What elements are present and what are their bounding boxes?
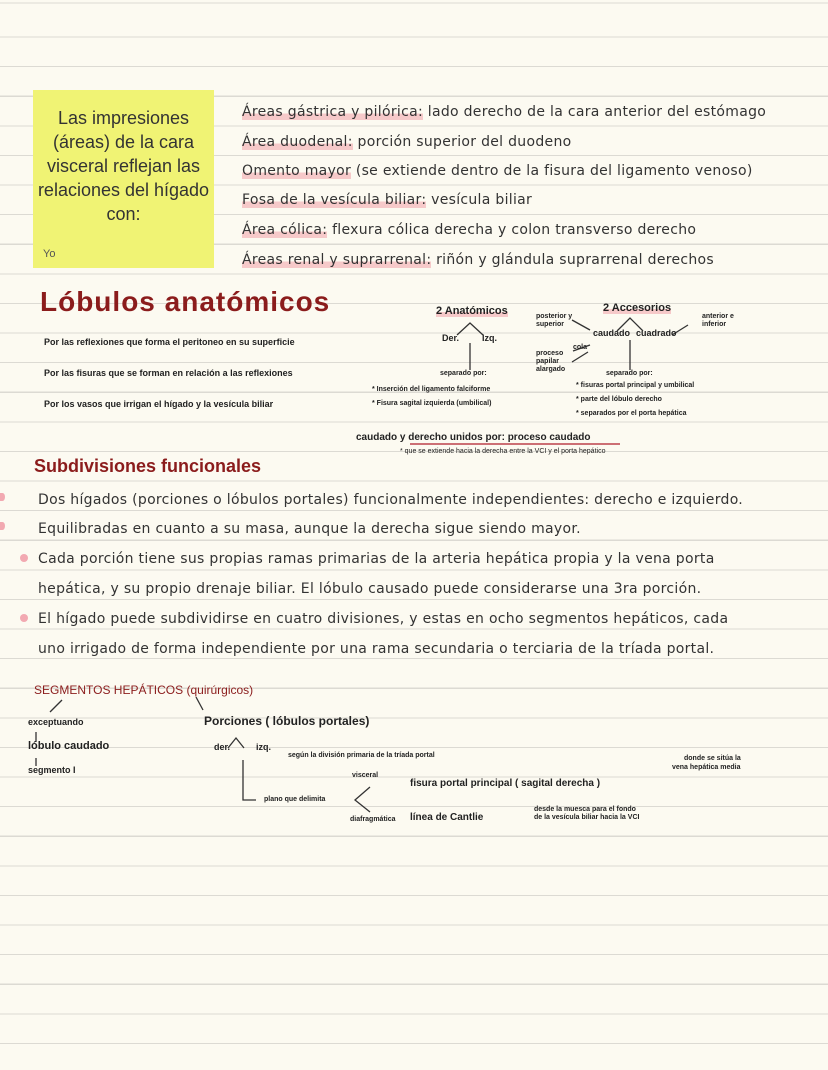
subdiv-bullet-4b: uno irrigado de forma independiente por una rama secundaria o terciaria de la tríada portal. — [38, 641, 715, 657]
seg-diafrag: diafragmática — [350, 816, 396, 823]
unidos — [356, 432, 591, 443]
lobulos-left-2: Por las fisuras que se forman en relación a las reflexiones — [44, 368, 293, 378]
subdiv-bullet-3: Cada porción tiene sus propias ramas primarias de la arteria hepática propia y la vena porta — [38, 551, 715, 567]
lobulos-left-1: Por las reflexiones que forma el peritoneo en su superficie — [44, 337, 295, 347]
sticky-note — [33, 90, 214, 268]
acc-item-3: * separados por el porta hepática — [576, 410, 687, 417]
desc: riñón y glándula suprarrenal derechos — [431, 252, 715, 268]
bullet-icon — [20, 554, 28, 562]
segmentos-title: SEGMENTOS HEPÁTICOS (quirúrgicos) — [34, 683, 254, 697]
anat-sep: separado por: — [440, 370, 487, 377]
subdiv-bullet-1: Dos hígados (porciones o lóbulos portales) funcionalmente independientes: derecho e izquierdo. — [38, 492, 744, 508]
desc: flexura cólica derecha y colon transverso derecho — [327, 222, 697, 238]
seg-exceptuando: exceptuando — [28, 717, 84, 727]
accesorios-title: 2 Accesorios — [603, 302, 672, 314]
seg-izq: izq. — [256, 742, 271, 752]
desc: lado derecho de la cara anterior del estómago — [423, 104, 767, 120]
desc: (se extiende dentro de la fisura del ligamento venoso) — [351, 163, 753, 179]
acc-item-2: * parte del lóbulo derecho — [576, 396, 662, 403]
unidos-note: * que se extiende hacia la derecha entre la VCI y el porta hepático — [400, 448, 606, 455]
term: Áreas renal y suprarrenal: — [242, 252, 432, 268]
anat-izq: Izq. — [482, 333, 497, 343]
sticky-text: Las impresiones (áreas) de la cara visceral reflejan las relaciones del hígado con: — [37, 108, 210, 224]
bullet-icon — [0, 493, 5, 501]
subdiv-bullet-4: El hígado puede subdividirse en cuatro divisiones, y estas en ocho segmentos hepáticos, cada — [38, 611, 729, 627]
anat-der: Der. — [442, 333, 460, 343]
relacion-3 — [242, 163, 753, 179]
lobulos-left-3: Por los vasos que irrigan el hígado y la vesícula biliar — [44, 399, 274, 409]
subdiv-bullet-3b: hepática, y su propio drenaje biliar. El lóbulo causado puede considerarse una 3ra porción. — [38, 581, 702, 597]
seg-der: der. — [214, 742, 231, 752]
seg-vena: vena hepática media — [672, 764, 741, 771]
seg-segun: según la división primaria de la tríada portal — [288, 752, 435, 759]
anatomicos-title: 2 Anatómicos — [436, 305, 508, 317]
acc-sep: separado por: — [606, 370, 653, 377]
relacion-1 — [242, 104, 766, 120]
seg-desde: desde la muesca para el fondo — [534, 806, 636, 813]
anat-item-1: * Inserción del ligamento falciforme — [372, 386, 491, 393]
unidos-term: proceso caudado — [507, 432, 591, 443]
relacion-6 — [242, 252, 714, 268]
acc-cuadrado: cuadrado — [636, 328, 677, 338]
acc-cola: cola — [573, 344, 588, 351]
relacion-5 — [242, 222, 696, 238]
acc-ant: anterior e inferior — [702, 313, 734, 328]
relacion-4 — [242, 192, 532, 208]
seg-cantlie: línea de Cantlie — [410, 812, 484, 823]
seg-segmento: segmento I — [28, 765, 76, 775]
desc: vesícula biliar — [426, 192, 533, 208]
bullet-icon — [0, 522, 5, 530]
seg-donde: donde se sitúa la — [684, 755, 741, 762]
subdiv-title: Subdivisiones funcionales — [34, 456, 262, 476]
term: Fosa de la vesícula biliar: — [242, 192, 427, 208]
relacion-2 — [242, 134, 571, 150]
term: Omento mayor — [242, 163, 352, 179]
term: Área cólica: — [242, 222, 328, 238]
seg-porciones: Porciones ( lóbulos portales) — [204, 714, 370, 728]
acc-caudado: caudado — [593, 328, 631, 338]
anat-item-2: * Fisura sagital izquierda (umbilical) — [372, 400, 492, 407]
acc-item-1: * fisuras portal principal y umbilical — [576, 382, 695, 389]
seg-desde2: de la vesícula biliar hacia la VCI — [534, 814, 640, 821]
subdiv-bullet-2: Equilibradas en cuanto a su masa, aunque la derecha sigue siendo mayor. — [38, 521, 581, 537]
acc-proceso: proceso papilar alargado — [536, 350, 566, 373]
lobulos-title: Lóbulos anatómicos — [40, 286, 331, 317]
acc-post: posterior y superior — [536, 313, 573, 328]
seg-visceral: visceral — [352, 772, 379, 779]
bullet-icon — [20, 614, 28, 622]
unidos-text: caudado y derecho unidos por: — [356, 432, 505, 443]
term: Áreas gástrica y pilórica: — [242, 104, 423, 120]
sticky-author: Yo — [43, 248, 56, 260]
seg-fisura: fisura portal principal ( sagital derecha ) — [410, 778, 601, 789]
term: Área duodenal: — [242, 134, 353, 150]
desc: porción superior del duodeno — [352, 134, 572, 150]
seg-plano: plano que delimita — [264, 796, 326, 803]
seg-lobulo: lóbulo caudado — [28, 740, 110, 752]
